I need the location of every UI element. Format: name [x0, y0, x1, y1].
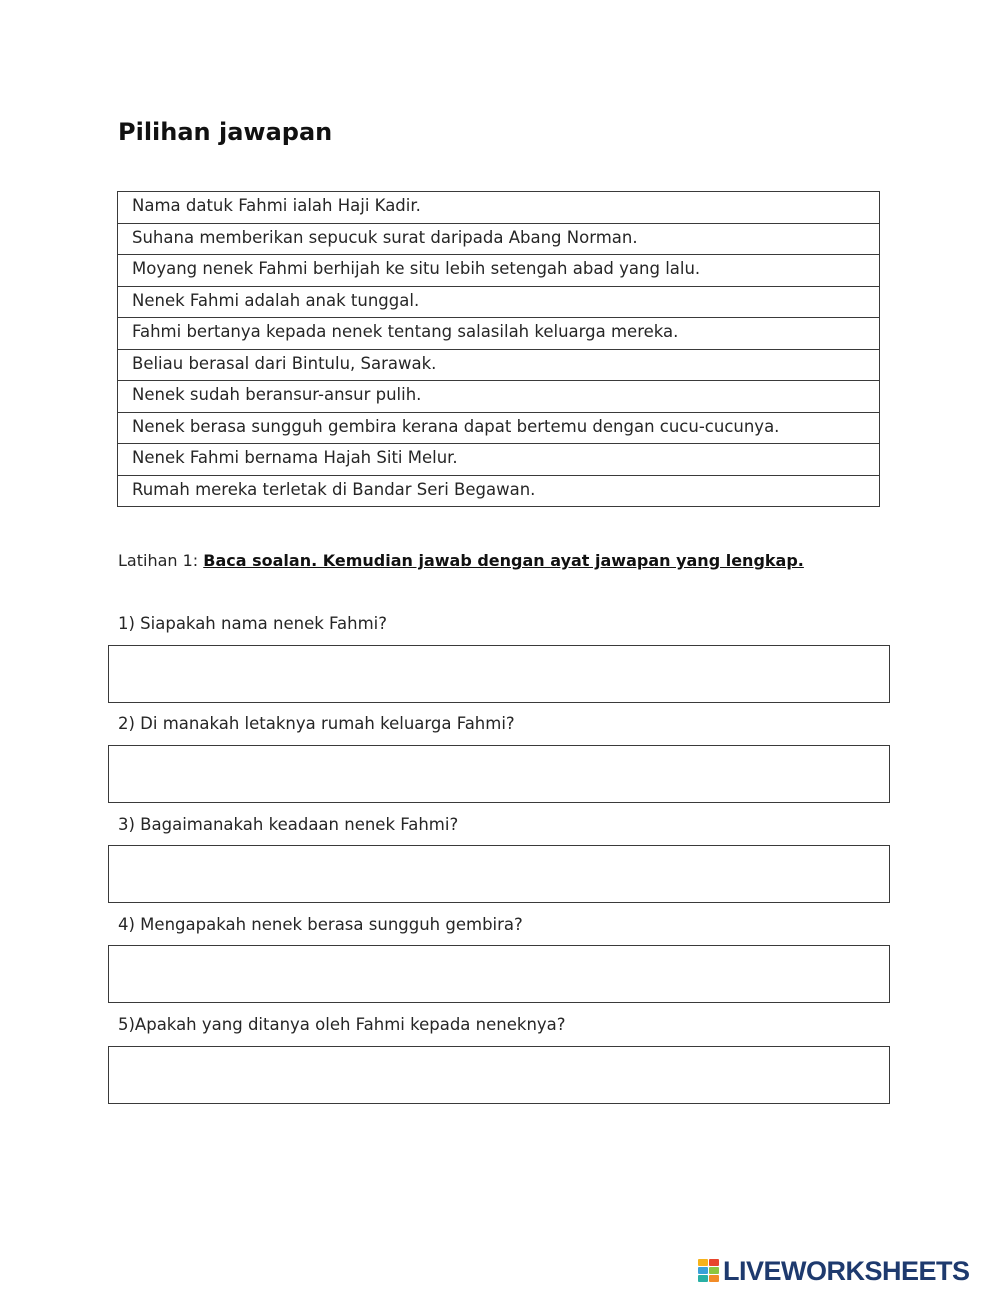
answer-box-4[interactable]: [108, 945, 890, 1003]
option-cell: Nenek Fahmi adalah anak tunggal.: [118, 286, 880, 318]
question-2: 2) Di manakah letaknya rumah keluarga Fahmi?: [118, 714, 515, 733]
answer-box-2[interactable]: [108, 745, 890, 803]
option-cell: Rumah mereka terletak di Bandar Seri Begawan.: [118, 475, 880, 507]
table-row: [118, 318, 880, 350]
page-title: Pilihan jawapan: [118, 118, 333, 146]
exercise-instruction: [118, 551, 804, 570]
table-row: [118, 192, 880, 224]
option-cell: Suhana memberikan sepucuk surat daripada Abang Norman.: [118, 223, 880, 255]
option-cell: Fahmi bertanya kepada nenek tentang salasilah keluarga mereka.: [118, 318, 880, 350]
question-5: 5)Apakah yang ditanya oleh Fahmi kepada neneknya?: [118, 1015, 566, 1034]
answer-box-3[interactable]: [108, 845, 890, 903]
table-row: [118, 286, 880, 318]
question-1: 1) Siapakah nama nenek Fahmi?: [118, 614, 387, 633]
option-cell: Nama datuk Fahmi ialah Haji Kadir.: [118, 192, 880, 224]
option-cell: Nenek sudah beransur-ansur pulih.: [118, 381, 880, 413]
table-row: [118, 412, 880, 444]
liveworksheets-logo-icon: [698, 1259, 720, 1283]
answer-box-1[interactable]: [108, 645, 890, 703]
table-row: [118, 381, 880, 413]
instruction-emphasis: Baca soalan. Kemudian jawab dengan ayat jawapan yang lengkap.: [203, 551, 804, 570]
table-row: [118, 255, 880, 287]
option-cell: Beliau berasal dari Bintulu, Sarawak.: [118, 349, 880, 381]
liveworksheets-logo: [698, 1257, 970, 1285]
table-row: [118, 475, 880, 507]
table-row: [118, 444, 880, 476]
instruction-prefix: Latihan 1:: [118, 551, 204, 570]
table-row: [118, 349, 880, 381]
option-cell: Nenek Fahmi bernama Hajah Siti Melur.: [118, 444, 880, 476]
option-cell: Nenek berasa sungguh gembira kerana dapat bertemu dengan cucu-cucunya.: [118, 412, 880, 444]
answer-options-table: [117, 191, 880, 507]
logo-text: LIVEWORKSHEETS: [723, 1256, 970, 1286]
question-3: 3) Bagaimanakah keadaan nenek Fahmi?: [118, 815, 459, 834]
table-row: [118, 223, 880, 255]
option-cell: Moyang nenek Fahmi berhijah ke situ lebih setengah abad yang lalu.: [118, 255, 880, 287]
question-4: 4) Mengapakah nenek berasa sungguh gembira?: [118, 915, 523, 934]
answer-box-5[interactable]: [108, 1046, 890, 1104]
